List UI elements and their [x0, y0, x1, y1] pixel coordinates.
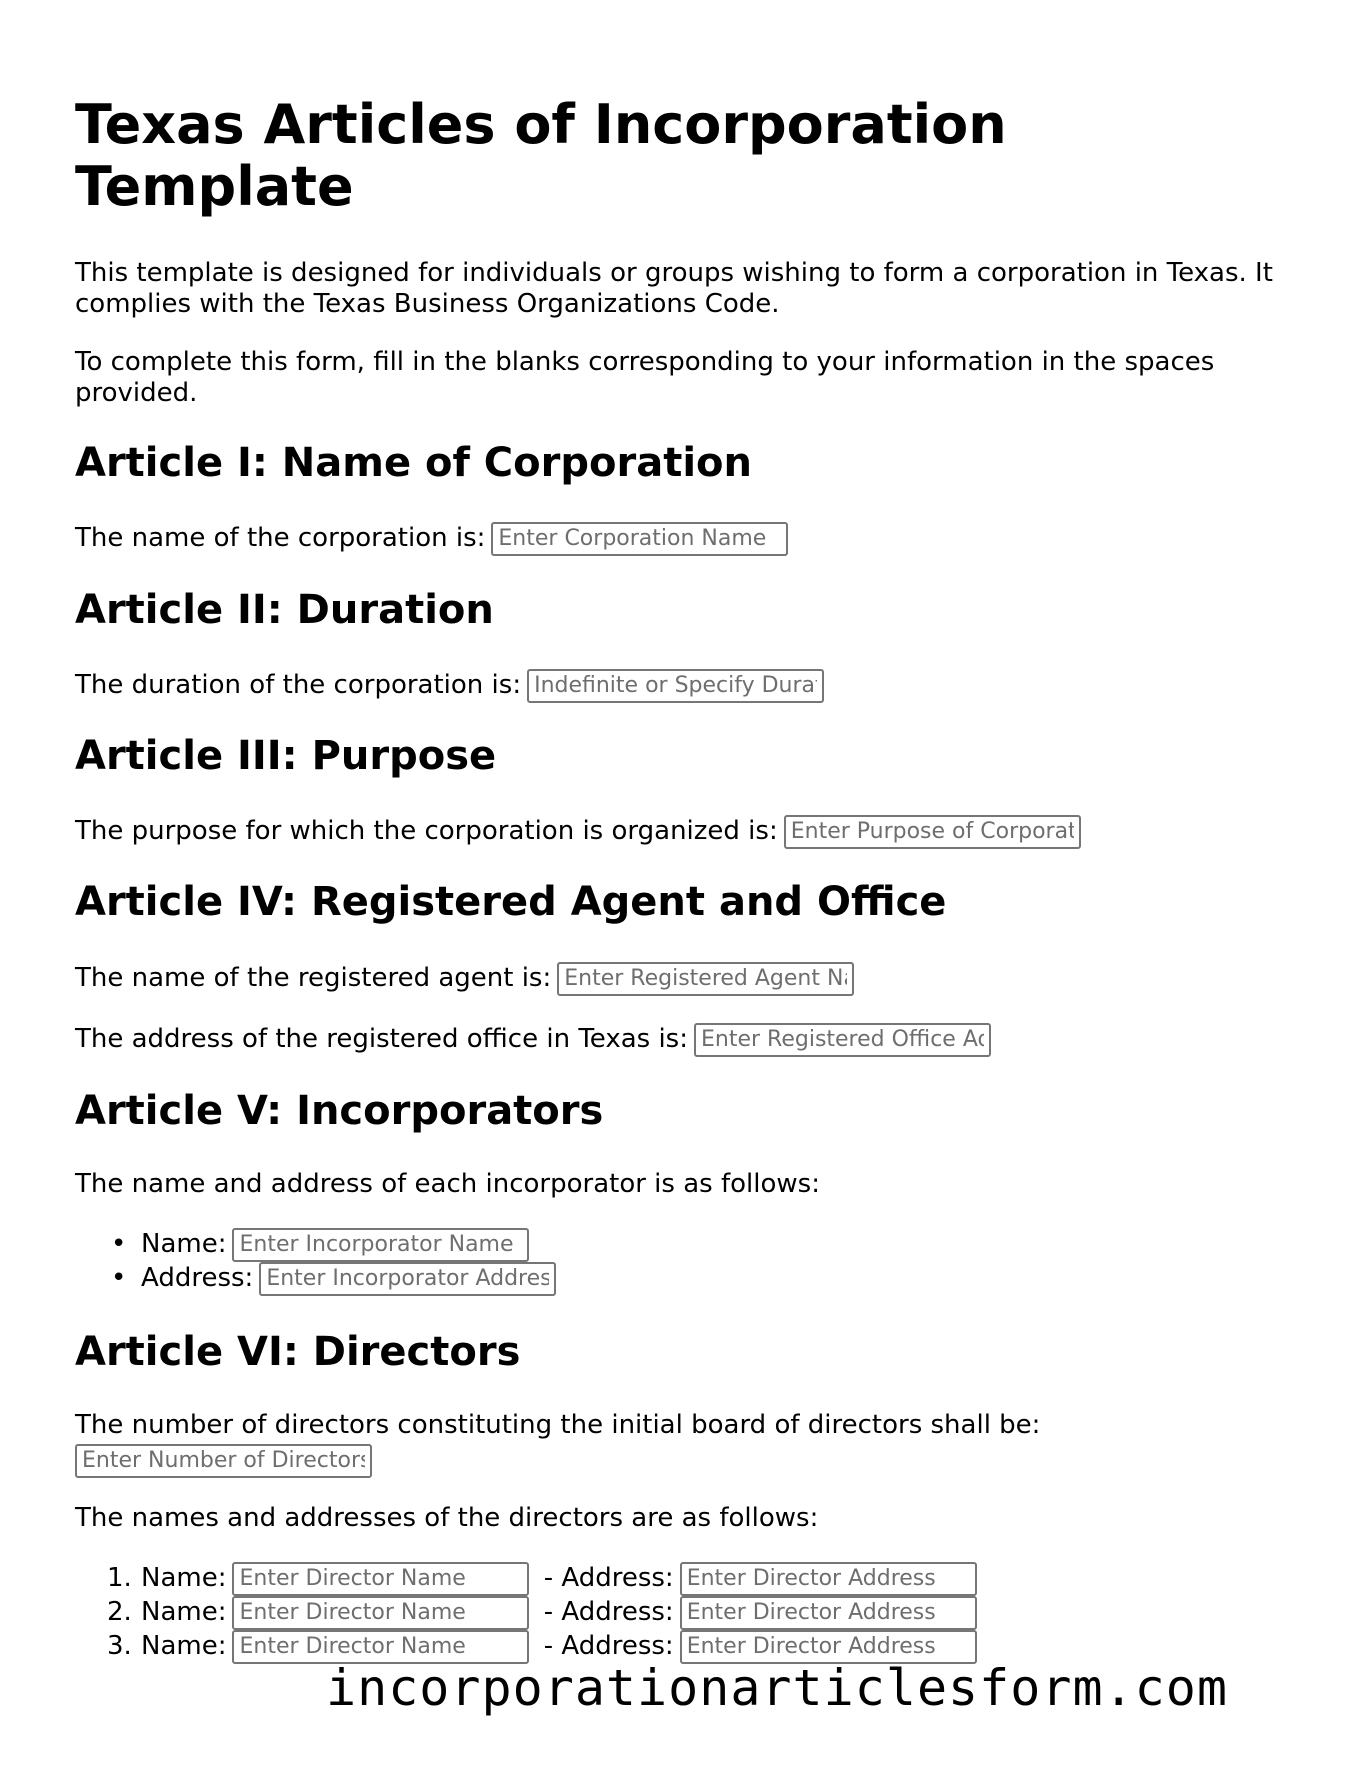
director-1-address-input[interactable]: [680, 1562, 977, 1596]
registered-office-label: The address of the registered office in Texas is:: [75, 1024, 688, 1054]
director-2-name-input[interactable]: [232, 1596, 529, 1630]
article-2-heading: Article II: Duration: [75, 587, 494, 633]
director-address-label: - Address:: [543, 1597, 674, 1627]
purpose-label: The purpose for which the corporation is organized is:: [75, 816, 778, 846]
directors-count-input[interactable]: [75, 1444, 372, 1478]
directors-count-label: The number of directors constituting the initial board of directors shall be:: [75, 1410, 1041, 1440]
corporation-name-input[interactable]: [491, 522, 788, 556]
incorporator-address-item: [111, 1261, 556, 1296]
director-2-address-input[interactable]: [680, 1596, 977, 1630]
article-2-row: [75, 668, 824, 703]
registered-agent-label: The name of the registered agent is:: [75, 963, 552, 993]
director-address-label: - Address:: [543, 1563, 674, 1593]
purpose-input[interactable]: [784, 815, 1081, 849]
intro-paragraph: This template is designed for individuals or groups wishing to form a corporation in Texas. It complies with the Texas Business Organizations Code.: [75, 258, 1273, 319]
registered-office-row: [75, 1022, 991, 1057]
director-name-label: Name:: [141, 1631, 227, 1661]
article-3-heading: Article III: Purpose: [75, 733, 497, 779]
article-3-row: [75, 814, 1081, 849]
page-title: Texas Articles of Incorporation Template: [75, 93, 1007, 218]
registered-agent-row: [75, 961, 854, 996]
bullet-icon: •: [111, 1263, 127, 1293]
incorporator-address-input[interactable]: [259, 1262, 556, 1296]
incorporators-intro: The name and address of each incorporator is as follows:: [75, 1169, 820, 1199]
article-6-heading: Article VI: Directors: [75, 1329, 521, 1375]
director-row-2: [107, 1595, 977, 1630]
registered-office-input[interactable]: [694, 1023, 991, 1057]
incorporator-name-item: [111, 1227, 529, 1262]
article-1-row: [75, 521, 788, 556]
incorporator-name-input[interactable]: [232, 1228, 529, 1262]
instructions-paragraph: To complete this form, fill in the blanks corresponding to your information in the spaces provided.: [75, 347, 1215, 408]
article-5-heading: Article V: Incorporators: [75, 1088, 604, 1134]
director-row-1: [107, 1561, 977, 1596]
duration-label: The duration of the corporation is:: [75, 670, 522, 700]
director-name-label: Name:: [141, 1563, 227, 1593]
registered-agent-input[interactable]: [557, 962, 854, 996]
list-number: 2.: [107, 1597, 132, 1627]
duration-input[interactable]: [527, 669, 824, 703]
directors-list-intro: The names and addresses of the directors are as follows:: [75, 1503, 819, 1533]
bullet-icon: •: [111, 1229, 127, 1259]
article-4-heading: Article IV: Registered Agent and Office: [75, 879, 947, 925]
director-name-label: Name:: [141, 1597, 227, 1627]
incorporator-name-label: Name:: [141, 1229, 227, 1259]
article-1-heading: Article I: Name of Corporation: [75, 440, 752, 486]
site-watermark: incorporationarticlesform.com: [326, 1659, 1228, 1717]
incorporator-address-label: Address:: [141, 1263, 254, 1293]
list-number: 3.: [107, 1631, 132, 1661]
list-number: 1.: [107, 1563, 132, 1593]
director-1-name-input[interactable]: [232, 1562, 529, 1596]
directors-count-row: [75, 1443, 372, 1478]
director-address-label: - Address:: [543, 1631, 674, 1661]
corporation-name-label: The name of the corporation is:: [75, 523, 486, 553]
